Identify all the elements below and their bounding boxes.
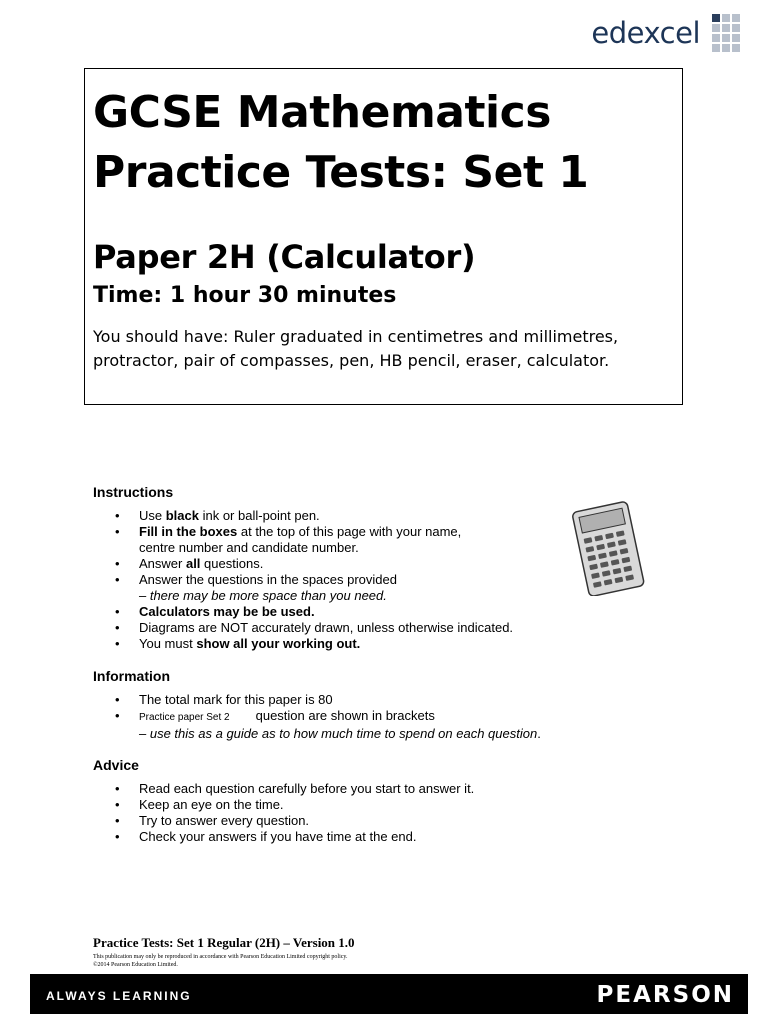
list-item: • Try to answer every question. xyxy=(93,813,693,829)
logo-text: edexcel xyxy=(591,16,700,50)
footer-bar xyxy=(30,974,748,1014)
title-box xyxy=(84,68,683,405)
advice-section xyxy=(93,757,693,845)
footer-title: Practice Tests: Set 1 Regular (2H) – Version 1.0 xyxy=(93,935,355,950)
list-item: • Fill in the boxes at the top of this page with your name, centre number and candidate number. xyxy=(93,524,653,556)
information-heading: Information xyxy=(93,668,170,684)
list-item: • Diagrams are NOT accurately drawn, unless otherwise indicated. xyxy=(93,620,653,636)
list-item: • The total mark for this paper is 80 xyxy=(93,692,693,708)
advice-list xyxy=(93,781,693,845)
equipment-list xyxy=(93,325,682,373)
time-allowed: Time: 1 hour 30 minutes xyxy=(93,283,397,308)
list-item: • Calculators may be be used. xyxy=(93,604,653,620)
list-item: • Answer all questions. xyxy=(93,556,653,572)
advice-heading: Advice xyxy=(93,757,139,773)
always-learning-text: ALWAYS LEARNING xyxy=(46,989,192,1003)
list-item: • Practice paper Set 2 question are shown in brackets – use this as a guide as to how much time to spend on each question. xyxy=(93,708,693,742)
calculator-icon xyxy=(566,500,650,601)
edexcel-logo xyxy=(591,14,740,52)
information-section xyxy=(93,668,693,742)
paper-name: Paper 2H (Calculator) xyxy=(93,238,476,276)
list-item: • You must show all your working out. xyxy=(93,636,653,652)
equipment-line-1: You should have: Ruler graduated in centimetres and millimetres, xyxy=(93,327,619,346)
list-item: • Keep an eye on the time. xyxy=(93,797,693,813)
list-item: • Answer the questions in the spaces provided – there may be more space than you need. xyxy=(93,572,653,604)
title-line-2: Practice Tests: Set 1 xyxy=(93,147,589,198)
pearson-logo: PEARSON xyxy=(596,982,734,1008)
list-item: • Use black ink or ball-point pen. xyxy=(93,508,653,524)
list-item: • Read each question carefully before you start to answer it. xyxy=(93,781,693,797)
overlay-note: Practice paper Set 2 xyxy=(139,712,230,723)
title-line-1: GCSE Mathematics xyxy=(93,87,551,138)
page-title xyxy=(93,83,682,203)
equipment-line-2: protractor, pair of compasses, pen, HB pencil, eraser, calculator. xyxy=(93,351,610,370)
logo-grid-icon xyxy=(712,14,740,52)
instructions-heading: Instructions xyxy=(93,484,174,500)
footer-copyright: This publication may only be reproduced in accordance with Pearson Education Limited copyright policy. ©2014 Pearson Education Limited. xyxy=(93,954,348,968)
list-item: • Check your answers if you have time at the end. xyxy=(93,829,693,845)
information-list xyxy=(93,692,693,742)
